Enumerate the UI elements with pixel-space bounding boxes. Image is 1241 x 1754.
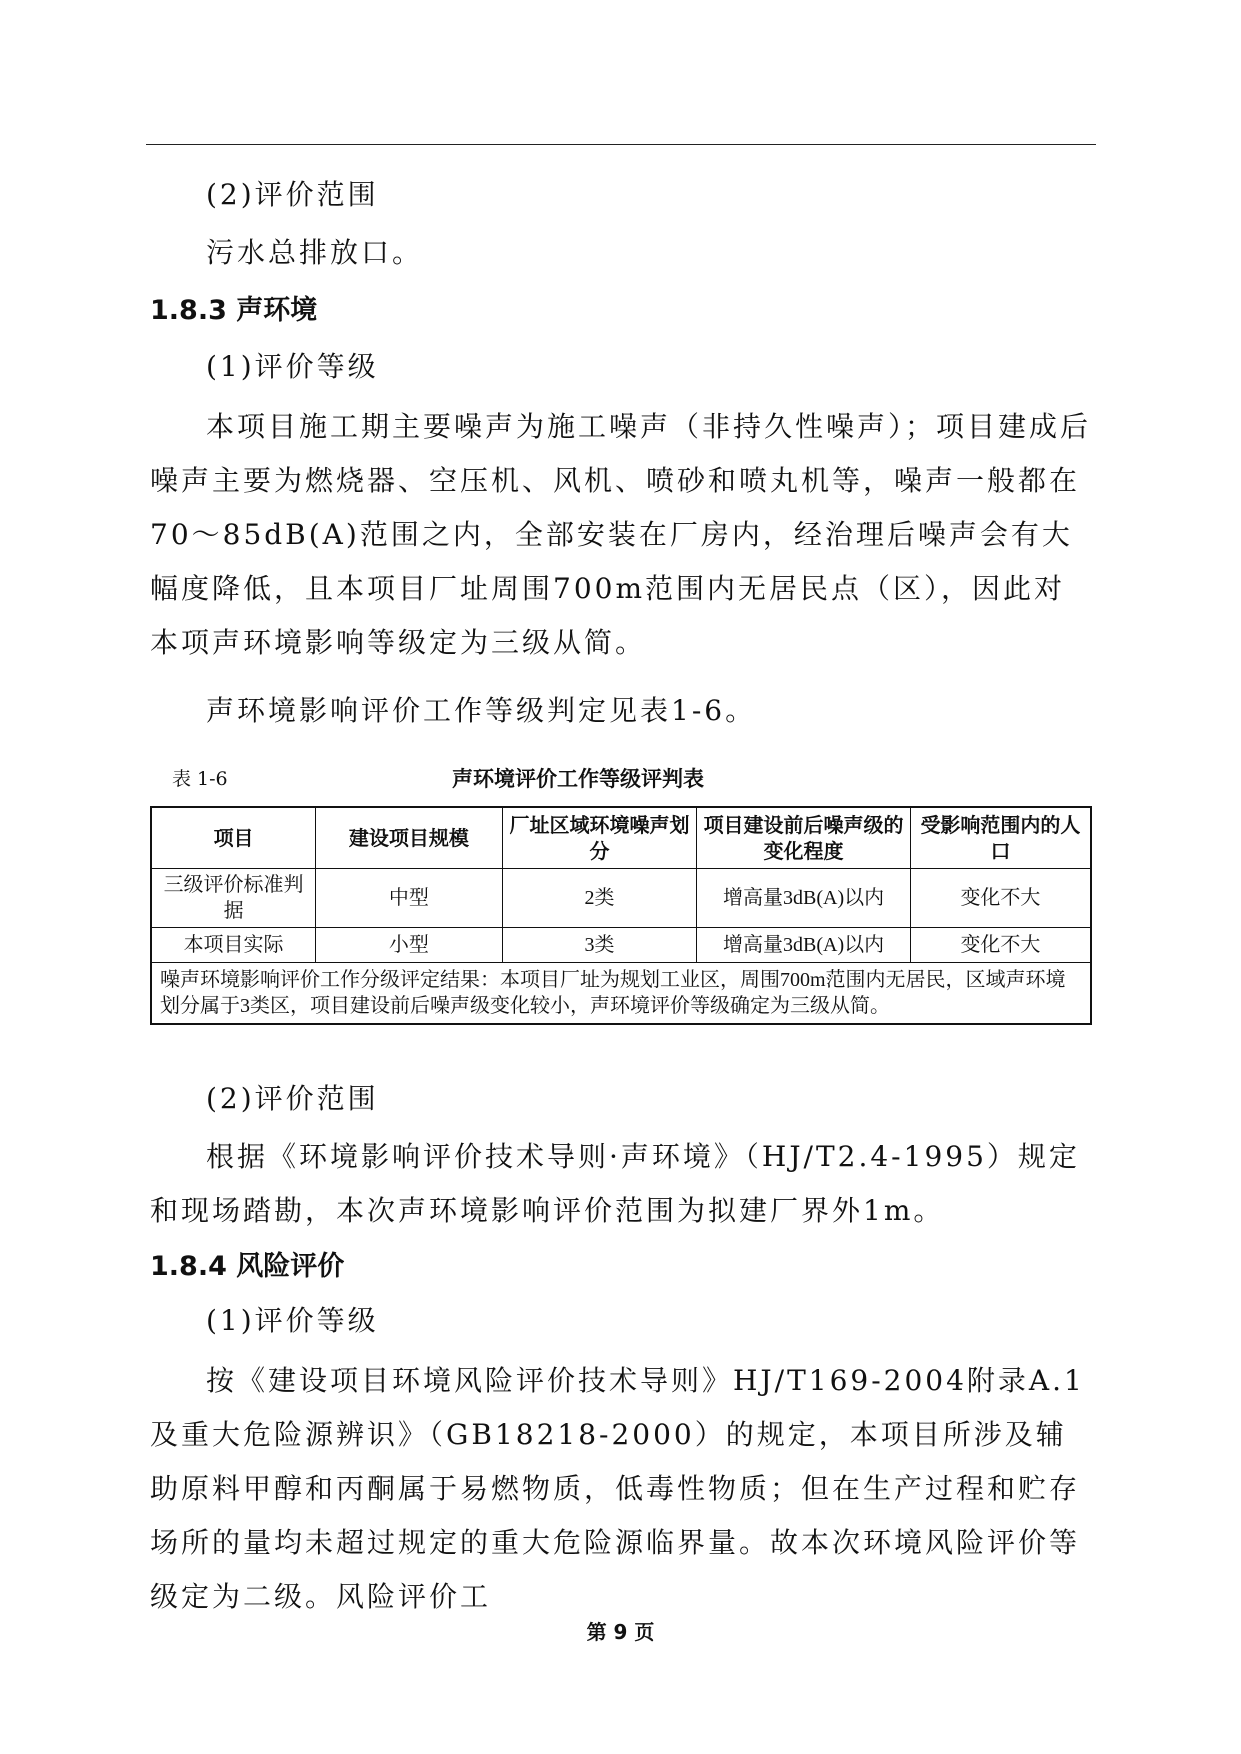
noise-grade-table [150, 806, 1092, 1025]
column-header: 项目 [151, 807, 316, 869]
table-reference: 声环境影响评价工作等级判定见表1-6。 [206, 694, 757, 727]
section-182-range-label: (2)评价范围 [206, 178, 379, 211]
section-183-grade-paragraph: 本项目施工期主要噪声为施工噪声（非持久性噪声）；项目建成后噪声主要为燃烧器、空压机、风机、喷砂和喷丸机等，噪声一般都在70～85dB(A)范围之内，全部安装在厂房内，经治理后噪声会有大幅度降低，且本项目厂址周围700m范围内无居民点（区），因此对本项声环境影响等级定为三级从简。 [150, 410, 1092, 659]
table-cell: 增高量3dB(A)以内 [697, 869, 911, 928]
table-title: 声环境评价工作等级评判表 [452, 767, 704, 791]
table-cell: 本项目实际 [151, 928, 316, 963]
table-note: 噪声环境影响评价工作分级评定结果：本项目厂址为规划工业区，周围700m范围内无居民，区域声环境划分属于3类区，项目建设前后噪声级变化较小，声环境评价等级确定为三级从简。 [151, 963, 1091, 1025]
table-note-row [151, 963, 1091, 1025]
section-184-grade-label: (1)评价等级 [206, 1304, 379, 1337]
column-header: 厂址区域环境噪声划分 [502, 807, 697, 869]
table-cell: 增高量3dB(A)以内 [697, 928, 911, 963]
column-header: 项目建设前后噪声级的变化程度 [697, 807, 911, 869]
table-row [151, 869, 1091, 928]
table-header-row [151, 807, 1091, 869]
column-header: 建设项目规模 [316, 807, 503, 869]
section-184-grade-paragraph: 按《建设项目环境风险评价技术导则》HJ/T169-2004附录A.1及重大危险源辨识》（GB18218-2000）的规定，本项目所涉及辅助原料甲醇和丙酮属于易燃物质，低毒性物质；但在生产过程和贮存场所的量均未超过规定的重大危险源临界量。故本次环境风险评价等级定为二级。风险评价工 [150, 1364, 1085, 1613]
header-rule [146, 144, 1096, 145]
table-cell: 小型 [316, 928, 503, 963]
section-183-heading: 1.8.3 声环境 [150, 295, 318, 326]
section-182-range-text: 污水总排放口。 [206, 236, 424, 269]
column-header: 受影响范围内的人口 [910, 807, 1091, 869]
table-cell: 3类 [502, 928, 697, 963]
section-183-range-paragraph: 根据《环境影响评价技术导则·声环境》（HJ/T2.4-1995）规定和现场踏勘，本次声环境影响评价范围为拟建厂界外1m。 [150, 1140, 1080, 1227]
section-184-heading: 1.8.4 风险评价 [150, 1251, 345, 1282]
section-183-range-label: (2)评价范围 [206, 1082, 379, 1115]
table-row [151, 928, 1091, 963]
table-cell: 三级评价标准判据 [151, 869, 316, 928]
table-cell: 中型 [316, 869, 503, 928]
section-183-grade-label: (1)评价等级 [206, 350, 379, 383]
page-number: 第 9 页 [586, 1620, 655, 1644]
table-cell: 变化不大 [910, 928, 1091, 963]
table-cell: 变化不大 [910, 869, 1091, 928]
table-cell: 2类 [502, 869, 697, 928]
table-number: 表 1-6 [172, 768, 228, 790]
